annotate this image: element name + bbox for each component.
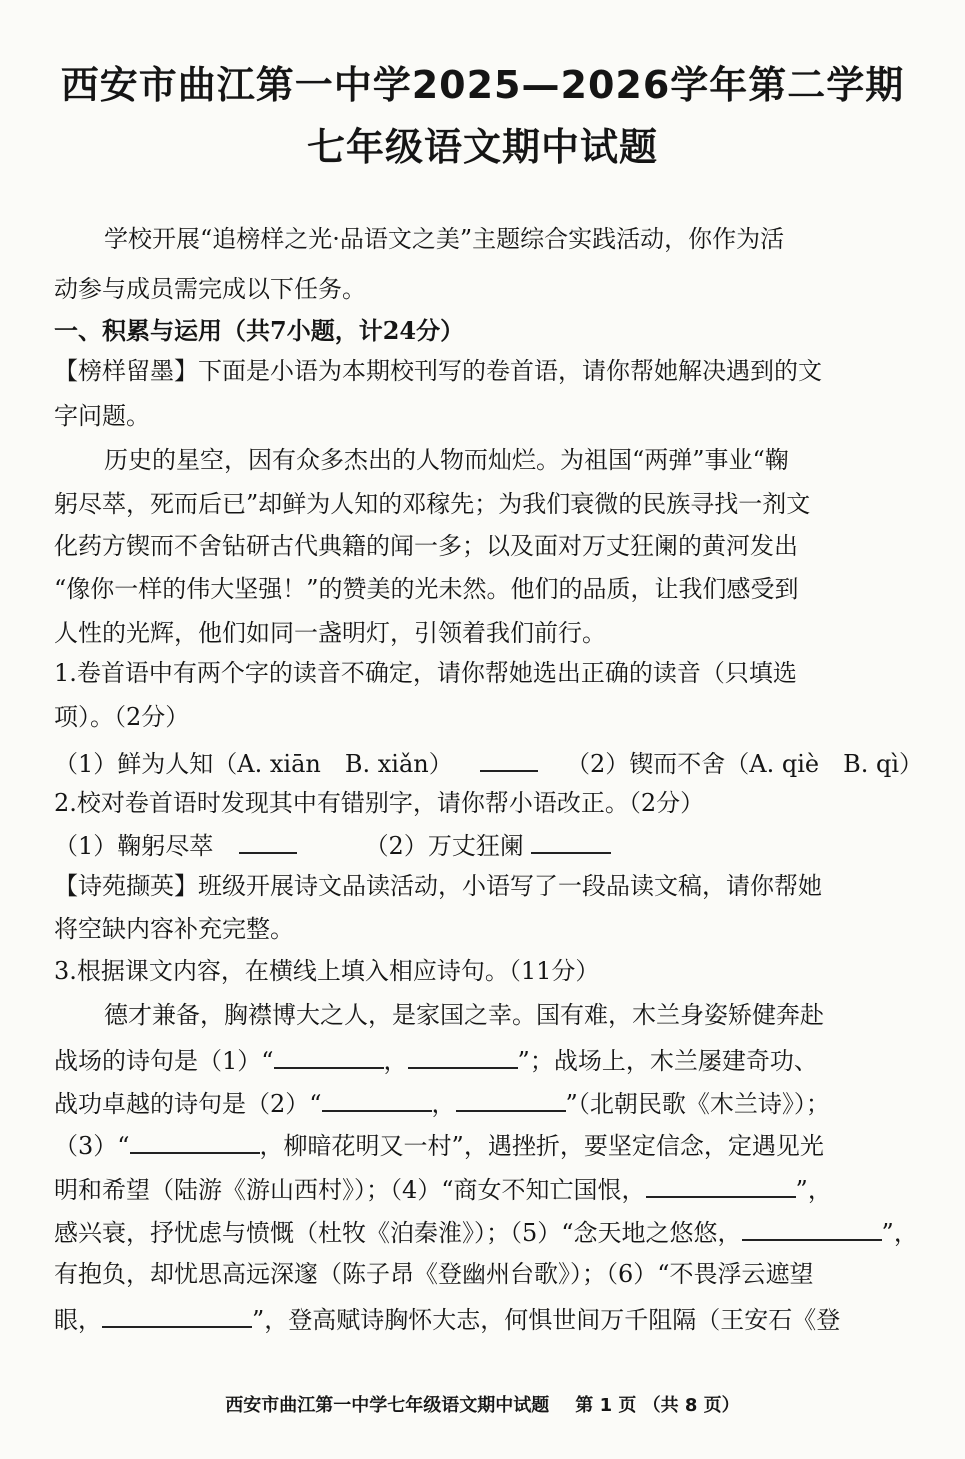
q3-stem: 3.根据课文内容，在横线上填入相应诗句。（11分）	[54, 957, 600, 985]
q3-line3	[54, 1088, 830, 1117]
q3-line8	[54, 1304, 840, 1333]
q1-stem-line1: 1.卷首语中有两个字的读音不确定，请你帮她选出正确的读音（只填选	[54, 659, 797, 687]
passage-line4: “像你一样的伟大坚强！”的赞美的光未然。他们的品质，让我们感受到	[54, 575, 799, 603]
footer-page-number: 第 1 页 （共 8 页）	[575, 1395, 740, 1416]
passage-line5: 人性的光辉，他们如同一盏明灯，引领着我们前行。	[54, 619, 606, 647]
q1-stem-line2: 项）。（2分）	[54, 703, 190, 731]
q1-item2: （2）锲而不舍（A. qiè B. qì）	[566, 750, 924, 778]
passage-line2: 躬尽萃，死而后已”却鲜为人知的邓稼先；为我们衰微的民族寻找一剂文	[54, 490, 811, 518]
q3-blank-1a[interactable]	[274, 1045, 384, 1069]
q3-line4-text-a: （3）“	[54, 1132, 130, 1160]
q3-line5-text-a: 明和希望（陆游《游山西村》）；（4）“商女不知亡国恨，	[54, 1176, 646, 1204]
q2-item2: （2）万丈狂阑	[364, 832, 524, 860]
passage-line1: 历史的星空，因有众多杰出的人物而灿烂。为祖国“两弹”事业“鞠	[104, 446, 789, 474]
q3-line6-text-a: 感兴衰，抒忧虑与愤慨（杜牧《泊秦淮》）；（5）“念天地之悠悠，	[54, 1219, 742, 1247]
q2-items	[54, 830, 611, 859]
q3-blank-6[interactable]	[102, 1304, 252, 1328]
task-shiyuan-line2: 将空缺内容补充完整。	[54, 915, 294, 943]
section1-heading: 一、积累与运用（共7小题，计24分）	[54, 316, 465, 345]
q3-blank-5[interactable]	[742, 1217, 882, 1241]
footer-exam-name: 西安市曲江第一中学七年级语文期中试题	[225, 1395, 550, 1416]
q3-line6-text-b: ”，	[881, 1219, 918, 1247]
q3-line8-text-b: ”，登高赋诗胸怀大志，何惧世间万千阻隔（王安石《登	[252, 1306, 841, 1334]
q3-blank-2a[interactable]	[322, 1088, 432, 1112]
q3-line8-text-a: 眼，	[54, 1306, 102, 1334]
page-footer	[0, 1391, 965, 1417]
q3-blank-2b[interactable]	[456, 1088, 566, 1112]
q1-answer1-blank[interactable]	[480, 748, 538, 772]
q3-line3-text-b: ，	[431, 1090, 456, 1118]
q2-answer1-blank[interactable]	[239, 830, 297, 854]
q3-line3-text-c: ”（北朝民歌《木兰诗》）；	[565, 1090, 830, 1118]
q2-item1: （1）鞠躬尽萃	[54, 832, 214, 860]
q3-line1: 德才兼备，胸襟博大之人，是家国之幸。国有难，木兰身姿矫健奔赴	[104, 1001, 824, 1029]
task-bangyang-line2: 字问题。	[54, 402, 150, 430]
q3-line4-text-b: ，柳暗花明又一村”，遇挫折，要坚定信念，定遇见光	[259, 1132, 824, 1160]
task-bangyang-line1: 【榜样留墨】下面是小语为本期校刊写的卷首语，请你帮她解决遇到的文	[54, 357, 822, 385]
task-shiyuan-line1: 【诗苑撷英】班级开展诗文品读活动，小语写了一段品读文稿，请你帮她	[54, 872, 822, 900]
q1-items	[54, 748, 923, 777]
q1-item1: （1）鲜为人知（A. xiān B. xiǎn）	[54, 750, 453, 778]
q3-line2-text-a: 战场的诗句是（1）“	[54, 1047, 274, 1075]
q3-line2	[54, 1045, 818, 1074]
q3-line2-text-b: ，	[383, 1047, 408, 1075]
passage-line3: 化药方锲而不舍钻研古代典籍的闻一多；以及面对万丈狂阑的黄河发出	[54, 532, 798, 560]
q2-answer2-blank[interactable]	[531, 830, 611, 854]
q3-line2-text-c: ”；战场上，木兰屡建奇功、	[517, 1047, 818, 1075]
q3-line5-text-b: ”，	[795, 1176, 832, 1204]
intro-line1: 学校开展“追榜样之光·品语文之美”主题综合实践活动，你作为活	[104, 225, 785, 253]
exam-title-line1: 西安市曲江第一中学2025—2026学年第二学期	[60, 63, 905, 107]
q3-line3-text-a: 战功卓越的诗句是（2）“	[54, 1090, 322, 1118]
q3-line7: 有抱负，却忧思高远深邃（陈子昂《登幽州台歌》）；（6）“不畏浮云遮望	[54, 1260, 814, 1288]
q3-line4	[54, 1130, 824, 1159]
q3-blank-4[interactable]	[646, 1174, 796, 1198]
q2-stem: 2.校对卷首语时发现其中有错别字，请你帮小语改正。（2分）	[54, 789, 705, 817]
intro-line2: 动参与成员需完成以下任务。	[54, 275, 366, 303]
q3-blank-3[interactable]	[130, 1130, 260, 1154]
q3-line6	[54, 1217, 918, 1246]
exam-title-line2: 七年级语文期中试题	[306, 125, 658, 169]
q3-line5	[54, 1174, 832, 1203]
q3-blank-1b[interactable]	[408, 1045, 518, 1069]
